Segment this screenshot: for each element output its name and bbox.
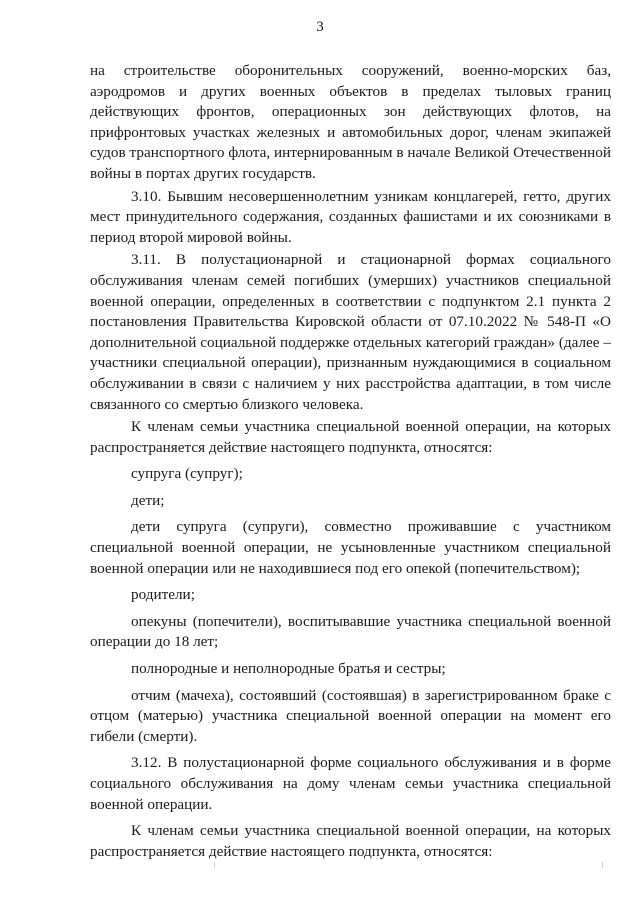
scan-artifact (214, 862, 215, 868)
list-item-spouse-children: дети супруга (супруги), совместно проживавшие с участником специальной военной операции, не усыновленные участником специальной военной операции или не находившиеся под его опекой (попечительством); (90, 518, 611, 577)
list-item-parents: родители; (131, 586, 195, 604)
paragraph-3-10: 3.10. Бывшим несовершеннолетним узникам концлагерей, гетто, других мест принудительного содержания, созданных фашистами и их союзниками в период второй мировой войны. (90, 187, 611, 246)
list-item-stepparent: отчим (мачеха), состоявший (состоявшая) в зарегистрированном браке с отцом (матерью) участника специальной военной операции на момент его гибели (смерти). (90, 686, 611, 745)
list-item-children: дети; (131, 491, 165, 509)
document-body (90, 61, 611, 862)
page-number: 3 (316, 19, 324, 35)
list-item-guardians: опекуны (попечители), воспитывавшие участника специальной военной операции до 18 лет; (90, 612, 611, 651)
list-item-siblings: полнородные и неполнородные братья и сестры; (131, 660, 446, 678)
paragraph-3-12: 3.12. В полустационарной форме социального обслуживания и в форме социального обслуживания на дому членам семьи участника специальной военной операции. (90, 754, 611, 813)
scan-artifact (602, 862, 603, 868)
paragraph-continuation: на строительстве оборонительных сооружений, военно-морских баз, аэродромов и других военных объектов в пределах тыловых границ действующих фронтов, операционных зон действующих флотов, на прифронтовых участках железных и автомобильных дорог, членам экипажей судов транспортного флота, интернированным в начале Великой Отечественной войны в портах других государств. (90, 62, 611, 182)
paragraph-family-members-intro-2: К членам семьи участника специальной военной операции, на которых распространяется действие настоящего подпункта, относятся: (90, 822, 611, 860)
paragraph-3-11: 3.11. В полустационарной и стационарной формах социального обслуживания членам семей погибших (умерших) участников специальной военной операции, определенных в соответствии с подпунктом 2.1 пункта 2 постановления Правительства Кировской области от 07.10.2022 № 548-П «О дополнительной социальной поддержке отдельных категорий граждан» (далее – участники специальной операции), признанным нуждающимися в социальном обслуживании в связи с наличием у них расстройства адаптации, в том числе связанного со смертью близкого человека. (90, 251, 611, 413)
list-item-spouse: супруга (супруг); (131, 465, 243, 483)
paragraph-family-members-intro: К членам семьи участника специальной военной операции, на которых распространяется действие настоящего подпункта, относятся: (90, 418, 611, 456)
